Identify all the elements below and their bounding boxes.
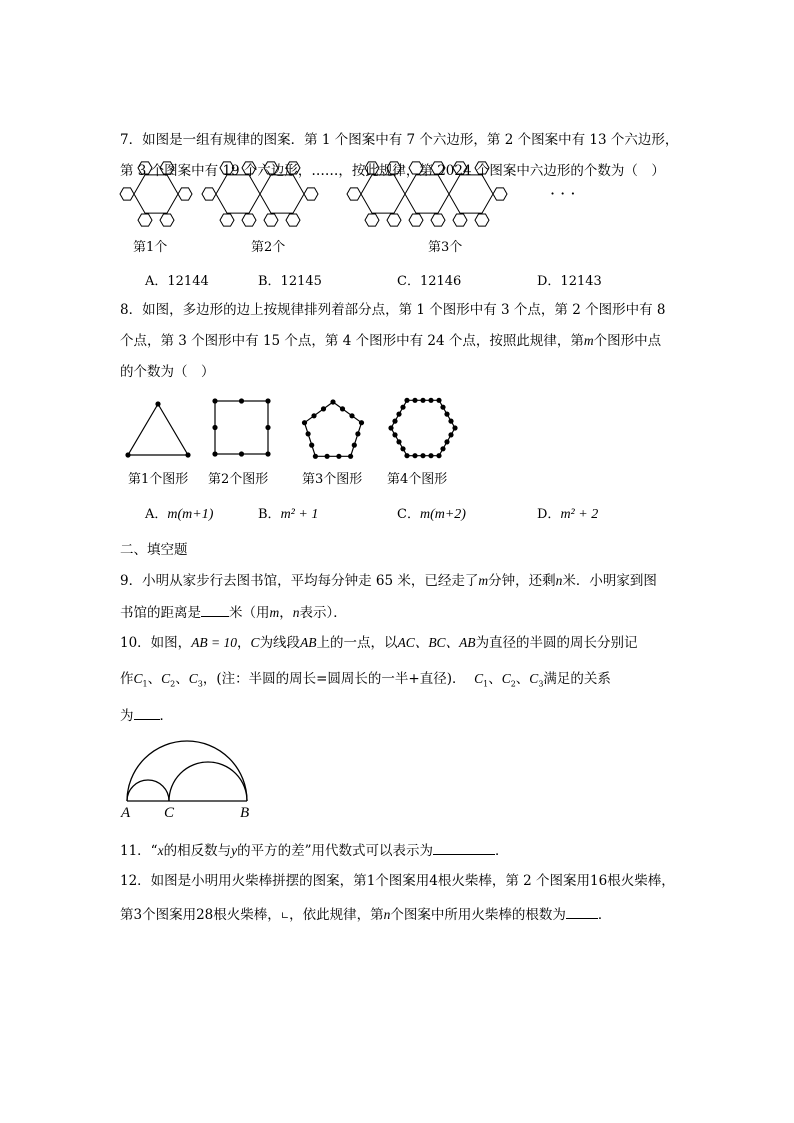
- q10-line-1: [120, 633, 638, 653]
- q12-line-1: [120, 871, 675, 891]
- q8-line-2-text: 个点，第 3 个图形中有 15 个点，第 4 个图形中有 24 个点，按照此规律，第: [120, 333, 584, 349]
- q8-option-a-letter: A．: [145, 507, 168, 522]
- small-hexagon: [453, 162, 467, 174]
- q11-var-y: y: [231, 843, 238, 858]
- small-hexagon: [387, 214, 401, 226]
- q12-text-a: 12．如图是小明用火柴棒拼摆的图案，第: [120, 873, 367, 889]
- q8-line-2: [120, 331, 661, 351]
- q8-var-m: m: [583, 333, 594, 348]
- q7-option-d: D．12143: [537, 274, 602, 289]
- q11-text-b: 的相反数与: [163, 843, 232, 859]
- q12-line-2: [120, 904, 611, 927]
- q8-option-c-letter: C．: [397, 507, 420, 522]
- q10-line-3: 为 ．: [120, 705, 173, 726]
- q10-text-b: ，: [237, 635, 251, 651]
- q10-c3-b: C: [529, 671, 539, 686]
- q11-text-d: ．: [495, 843, 509, 859]
- q12-var-n: n: [383, 907, 391, 922]
- q8-line-1: 8．如图，多边形的边上按规律排列着部分点，第 1 个图形中有 3 个点，第 2 个图形中有 8: [120, 302, 666, 318]
- q9-text-c: 米．小明家到图: [562, 573, 657, 589]
- q12-answer-blank[interactable]: [566, 904, 598, 919]
- q10-point-a: A: [121, 805, 131, 821]
- q7-hexagon-figures: [115, 157, 595, 231]
- q10-text-c: 为线段: [259, 635, 301, 651]
- q10-c2: C: [161, 671, 171, 686]
- q11-answer-blank[interactable]: [433, 840, 495, 855]
- small-hexagon: [493, 188, 507, 200]
- q12-glyph: ∟: [280, 911, 290, 922]
- triangle-shape: [125, 401, 190, 457]
- q9-text-a: 9．小明从家步行去图书馆，平均每分钟走 65 米，已经走了: [120, 573, 479, 589]
- small-hexagon: [409, 214, 423, 226]
- q12-text-d: 根火柴棒，: [607, 873, 675, 889]
- q10-text-g: ，(注：半圆的周长=圆周长的一半+直径)．: [202, 671, 466, 687]
- q12-num-1: 1: [366, 873, 376, 889]
- q10-c1: C: [133, 671, 143, 686]
- q8-line-3: 的个数为（ ）: [120, 364, 215, 380]
- q10-c2-b: C: [501, 671, 511, 686]
- big-hexagon: [361, 175, 405, 213]
- q8-option-a: [145, 503, 213, 523]
- q10-text-f: 作: [120, 671, 134, 687]
- q10-text-d: 上的一点，以: [316, 635, 398, 651]
- small-hexagon: [120, 188, 134, 200]
- small-hexagon: [242, 162, 256, 174]
- q10-segments: AC、BC、AB: [397, 635, 476, 650]
- small-hexagon: [431, 214, 445, 226]
- big-hexagon: [216, 175, 260, 213]
- q8-option-b-expr: m² + 1: [280, 507, 319, 522]
- q7-fig-label-2: 第2个: [251, 240, 286, 255]
- q8-fig-label-3: 第3个图形: [302, 472, 363, 487]
- small-hexagon: [242, 214, 256, 226]
- q12-num-3: 3: [133, 907, 143, 923]
- q12-text-f: 个图案用: [142, 907, 197, 923]
- q9-text-e: 米（用: [229, 605, 270, 621]
- q8-option-a-expr: m(m+1): [167, 507, 214, 522]
- q12-text-i: 个图案中所用火柴棒的根数为: [390, 907, 566, 923]
- q9-var-m: m: [478, 573, 489, 588]
- q8-fig-label-2: 第2个图形: [208, 472, 269, 487]
- q9-text-f: 表示）．: [299, 605, 347, 621]
- small-hexagon: [202, 188, 216, 200]
- q10-answer-blank[interactable]: [134, 705, 160, 720]
- q10-var-ab: AB: [300, 635, 317, 650]
- big-hexagon: [449, 175, 493, 213]
- big-hexagon: [405, 175, 449, 213]
- q10-ab-eq: AB = 10: [191, 635, 238, 650]
- q8-polygon-figures: [120, 395, 470, 465]
- q12-text-j: ．: [597, 907, 612, 923]
- q12-text-b: 个图案用: [375, 873, 430, 889]
- q8-option-d-letter: D．: [537, 507, 561, 522]
- q11-text-a: 11．“: [120, 843, 158, 859]
- small-hexagon: [409, 162, 423, 174]
- q9-line-1: [120, 571, 657, 591]
- small-hexagon: [286, 162, 300, 174]
- q10-point-b: B: [240, 805, 250, 821]
- q11-line: [120, 840, 509, 861]
- q7-option-c: C．12146: [397, 274, 462, 289]
- q7-fig-label-3: 第3个: [428, 240, 463, 255]
- q8-option-c-expr: m(m+2): [419, 507, 466, 522]
- small-hexagon: [220, 162, 234, 174]
- square-shape: [212, 398, 270, 456]
- small-hexagon: [160, 162, 174, 174]
- q9-var-n: n: [555, 573, 563, 588]
- q12-text-e: 第: [120, 907, 134, 923]
- q9-line-2: 书馆的距离是 米（用m，n表示）．: [120, 602, 347, 623]
- q9-answer-blank[interactable]: [201, 602, 229, 617]
- q8-line-2-tail: 个图形中点: [593, 333, 662, 349]
- q10-text-h: 满足的关系: [543, 671, 611, 687]
- small-hexagon: [286, 214, 300, 226]
- small-hexagon: [264, 162, 278, 174]
- small-hexagon: [387, 162, 401, 174]
- q12-text-h: ，依此规律，第: [289, 907, 384, 923]
- q10-line-2: 作$C_1$、$C_2$、$C_3$，(注：半圆的周长=圆周长的一半+直径)． $C_1$、$C_2$、$C_3$满足的关系: [120, 671, 611, 689]
- small-hexagon: [365, 214, 379, 226]
- small-hexagon: [264, 214, 278, 226]
- q7-ellipsis: · · ·: [550, 184, 576, 203]
- q10-text-a: 10．如图，: [120, 635, 192, 651]
- q8-option-c: [397, 503, 466, 523]
- q7-line-1: 7．如图是一组有规律的图案．第 1 个图案中有 7 个六边形，第 2 个图案中有 13 个六边形，: [120, 132, 679, 148]
- q10-text-e: 为直径的半圆的周长分别记: [475, 635, 638, 651]
- small-hexagon: [475, 162, 489, 174]
- q10-text-i: 为: [120, 708, 134, 724]
- q9-var-m-2: m: [269, 605, 280, 620]
- q11-var-x: x: [157, 843, 164, 858]
- q9-text-d: 书馆的距离是: [120, 605, 201, 621]
- small-hexagon: [453, 214, 467, 226]
- pentagon-shape: [302, 399, 364, 459]
- small-hexagon: [178, 188, 192, 200]
- q8-option-d: [537, 503, 598, 523]
- q7-option-a: A．12144: [145, 274, 209, 289]
- q10-point-c: C: [164, 805, 175, 821]
- small-hexagon: [347, 188, 361, 200]
- q12-num-28: 28: [196, 907, 214, 923]
- q8-fig-label-4: 第4个图形: [387, 472, 448, 487]
- small-hexagon: [160, 214, 174, 226]
- small-hexagon: [475, 214, 489, 226]
- q12-num-16: 16: [590, 873, 608, 889]
- q7-option-b: B．12145: [258, 274, 322, 289]
- small-hexagon: [365, 162, 379, 174]
- big-hexagon: [260, 175, 304, 213]
- big-hexagon: [134, 175, 178, 213]
- q7-line-2: 第 3 个图案中有 19 个六边形，……，按此规律，第 2024 个图案中六边形的个数为（ ）: [120, 163, 665, 179]
- small-hexagon: [138, 214, 152, 226]
- q9-var-n-2: n: [292, 605, 300, 620]
- q10-c3: C: [188, 671, 198, 686]
- q11-text-c: 的平方的差”用代数式可以表示为: [237, 843, 433, 859]
- q10-c1-b: C: [474, 671, 484, 686]
- q8-option-b-letter: B．: [258, 507, 281, 522]
- q8-fig-label-1: 第1个图形: [128, 472, 189, 487]
- q8-option-d-expr: m² + 2: [560, 507, 599, 522]
- small-hexagon: [138, 162, 152, 174]
- q12-text-c: 根火柴棒，第 2 个图案用: [437, 873, 591, 889]
- q7-fig-label-1: 第1个: [133, 240, 168, 255]
- small-hexagon: [220, 214, 234, 226]
- q8-option-b: [258, 503, 318, 523]
- hexagon-shape: [388, 398, 457, 459]
- small-hexagon: [304, 188, 318, 200]
- q12-num-4: 4: [429, 873, 438, 889]
- section-title-fill-in: 二、填空题: [120, 542, 188, 558]
- q12-text-g: 根火柴棒，: [213, 907, 281, 923]
- q10-var-c: C: [250, 635, 260, 650]
- q9-text-b: 分钟，还剩: [488, 573, 556, 589]
- small-hexagon: [431, 162, 445, 174]
